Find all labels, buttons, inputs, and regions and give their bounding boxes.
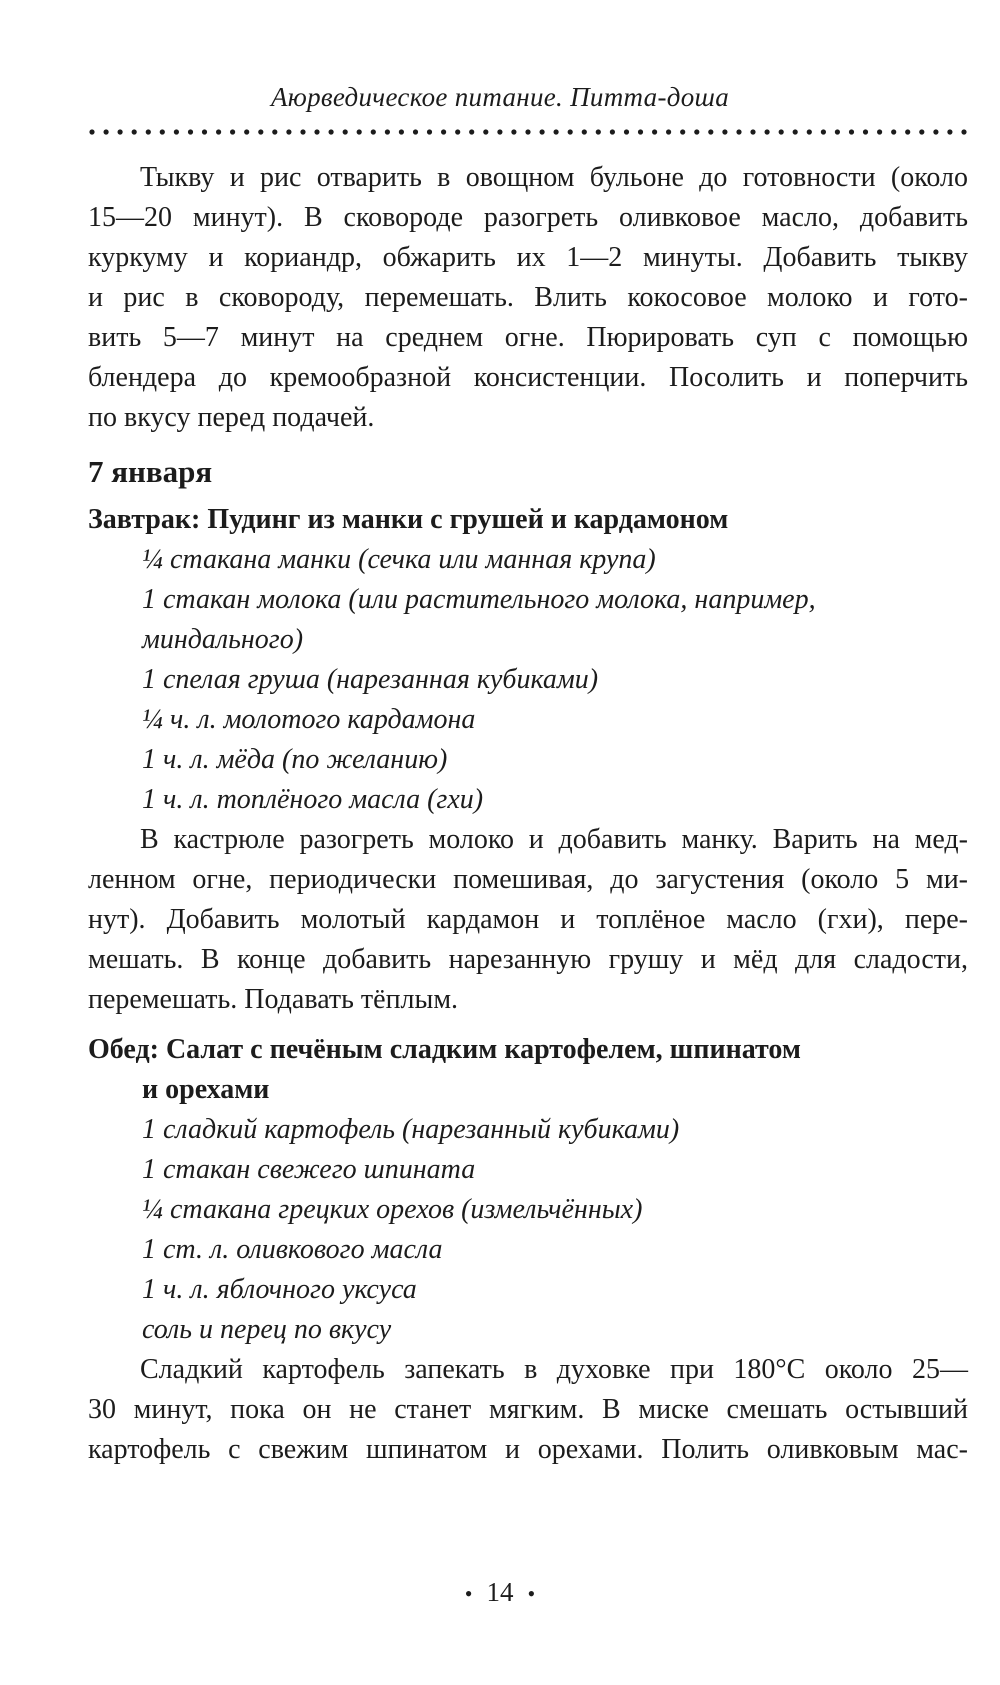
rule-dot bbox=[891, 129, 896, 134]
rule-dot bbox=[343, 129, 348, 134]
method-line: картофель с свежим шпинатом и орехами. Полить оливковым мас- bbox=[88, 1434, 968, 1465]
rule-dot bbox=[146, 129, 151, 134]
rule-dot bbox=[357, 129, 362, 134]
rule-dot bbox=[441, 129, 446, 134]
rule-dot bbox=[399, 129, 404, 134]
ingredient-item: ¼ стакана грецких орехов (измельчённых) bbox=[142, 1194, 643, 1225]
rule-dot bbox=[300, 129, 305, 134]
rule-dot bbox=[779, 129, 784, 134]
ingredient-item: соль и перец по вкусу bbox=[142, 1314, 392, 1345]
rule-dot bbox=[947, 129, 952, 134]
rule-dot bbox=[244, 129, 249, 134]
intro-paragraph bbox=[88, 158, 968, 438]
rule-dot bbox=[469, 129, 474, 134]
day-heading: 7 января bbox=[88, 454, 213, 489]
rule-dot bbox=[385, 129, 390, 134]
method-line: мешать. В конце добавить нарезанную грушу и мёд для сладости, bbox=[88, 944, 968, 975]
method-line: Сладкий картофель запекать в духовке при 180°C около 25— bbox=[140, 1354, 968, 1385]
ingredient-item: 1 стакан свежего шпината bbox=[142, 1154, 476, 1185]
rule-dot bbox=[722, 129, 727, 134]
rule-dot bbox=[258, 129, 263, 134]
ingredient-item: 1 спелая груша (нарезанная кубиками) bbox=[142, 664, 599, 695]
rule-dot bbox=[540, 129, 545, 134]
rule-dot bbox=[455, 129, 460, 134]
running-head: Аюрведическое питание. Питта-доша bbox=[270, 82, 729, 112]
rule-dot bbox=[89, 129, 94, 134]
method-line: нут). Добавить молотый кардамон и топлёное масло (гхи), пере- bbox=[88, 904, 968, 935]
rule-dot bbox=[202, 129, 207, 134]
lunch-title: Обед: Салат с печёным сладким картофелем, шпинатом bbox=[88, 1034, 801, 1065]
rule-dot bbox=[610, 129, 615, 134]
rule-dot bbox=[230, 129, 235, 134]
method-line: ленном огне, периодически помешивая, до загустения (около 5 ми- bbox=[88, 864, 968, 895]
dotted-rule bbox=[88, 124, 968, 140]
rule-dot bbox=[582, 129, 587, 134]
rule-dot bbox=[371, 129, 376, 134]
breakfast-recipe bbox=[88, 500, 968, 1020]
rule-dot bbox=[188, 129, 193, 134]
rule-dot bbox=[863, 129, 868, 134]
method-line: 30 минут, пока он не станет мягким. В миске смешать остывший bbox=[88, 1394, 968, 1425]
rule-dot bbox=[132, 129, 137, 134]
bullet-icon: • bbox=[527, 1581, 536, 1606]
rule-dot bbox=[525, 129, 530, 134]
ingredient-item: 1 ч. л. мёда (по желанию) bbox=[142, 744, 448, 775]
rule-dot bbox=[666, 129, 671, 134]
bullet-icon: • bbox=[464, 1581, 473, 1606]
rule-dot bbox=[961, 129, 966, 134]
rule-dot bbox=[750, 129, 755, 134]
rule-dot bbox=[933, 129, 938, 134]
ingredient-item: 1 ч. л. топлёного масла (гхи) bbox=[142, 784, 484, 815]
ingredient-item: миндального) bbox=[142, 624, 304, 655]
text-line: куркуму и кориандр, обжарить их 1—2 минуты. Добавить тыкву bbox=[88, 242, 968, 273]
text-line: 15—20 минут). В сковороде разогреть оливковое масло, добавить bbox=[88, 202, 968, 233]
page-footer bbox=[0, 1577, 1000, 1608]
rule-dot bbox=[736, 129, 741, 134]
rule-dot bbox=[694, 129, 699, 134]
rule-dot bbox=[849, 129, 854, 134]
day-section bbox=[88, 452, 968, 492]
rule-dot bbox=[554, 129, 559, 134]
lunch-recipe bbox=[88, 1030, 968, 1470]
rule-dot bbox=[497, 129, 502, 134]
method-line: перемешать. Подавать тёплым. bbox=[88, 984, 459, 1015]
text-line: блендера до кремообразной консистенции. Посолить и поперчить bbox=[88, 362, 968, 393]
rule-dot bbox=[216, 129, 221, 134]
rule-dot bbox=[807, 129, 812, 134]
rule-dot bbox=[483, 129, 488, 134]
text-line: Тыкву и рис отварить в овощном бульоне до готовности (около bbox=[140, 162, 968, 193]
rule-dot bbox=[905, 129, 910, 134]
rule-dot bbox=[765, 129, 770, 134]
rule-dot bbox=[624, 129, 629, 134]
page-number: 14 bbox=[486, 1577, 514, 1607]
rule-dot bbox=[427, 129, 432, 134]
rule-dot bbox=[821, 129, 826, 134]
rule-dot bbox=[919, 129, 924, 134]
ingredient-item: 1 ст. л. оливкового масла bbox=[142, 1234, 443, 1265]
ingredient-item: ¼ ч. л. молотого кардамона bbox=[142, 704, 476, 735]
breakfast-title: Завтрак: Пудинг из манки с грушей и кардамоном bbox=[88, 504, 729, 535]
lunch-title-continued: и орехами bbox=[142, 1074, 270, 1105]
rule-dot bbox=[835, 129, 840, 134]
text-line: по вкусу перед подачей. bbox=[88, 402, 375, 433]
rule-dot bbox=[596, 129, 601, 134]
rule-dot bbox=[793, 129, 798, 134]
rule-dot bbox=[708, 129, 713, 134]
ingredient-item: 1 сладкий картофель (нарезанный кубиками) bbox=[142, 1114, 680, 1145]
text-line: и рис в сковороду, перемешать. Влить кокосовое молоко и гото- bbox=[88, 282, 968, 313]
ingredient-item: 1 ч. л. яблочного уксуса bbox=[142, 1274, 417, 1305]
rule-dot bbox=[174, 129, 179, 134]
text-line: вить 5—7 минут на среднем огне. Пюрировать суп с помощью bbox=[88, 322, 968, 353]
ingredient-item: ¼ стакана манки (сечка или манная крупа) bbox=[142, 544, 656, 575]
rule-dot bbox=[272, 129, 277, 134]
rule-dot bbox=[680, 129, 685, 134]
rule-dot bbox=[118, 129, 123, 134]
ingredient-item: 1 стакан молока (или растительного молока, например, bbox=[142, 584, 816, 615]
rule-dot bbox=[652, 129, 657, 134]
rule-dot bbox=[329, 129, 334, 134]
rule-dot bbox=[104, 129, 109, 134]
rule-dot bbox=[413, 129, 418, 134]
rule-dot bbox=[877, 129, 882, 134]
method-line: В кастрюле разогреть молоко и добавить манку. Варить на мед- bbox=[140, 824, 968, 855]
rule-dot bbox=[568, 129, 573, 134]
rule-dot bbox=[160, 129, 165, 134]
rule-dot bbox=[638, 129, 643, 134]
rule-dot bbox=[314, 129, 319, 134]
rule-dot bbox=[511, 129, 516, 134]
rule-dot bbox=[286, 129, 291, 134]
